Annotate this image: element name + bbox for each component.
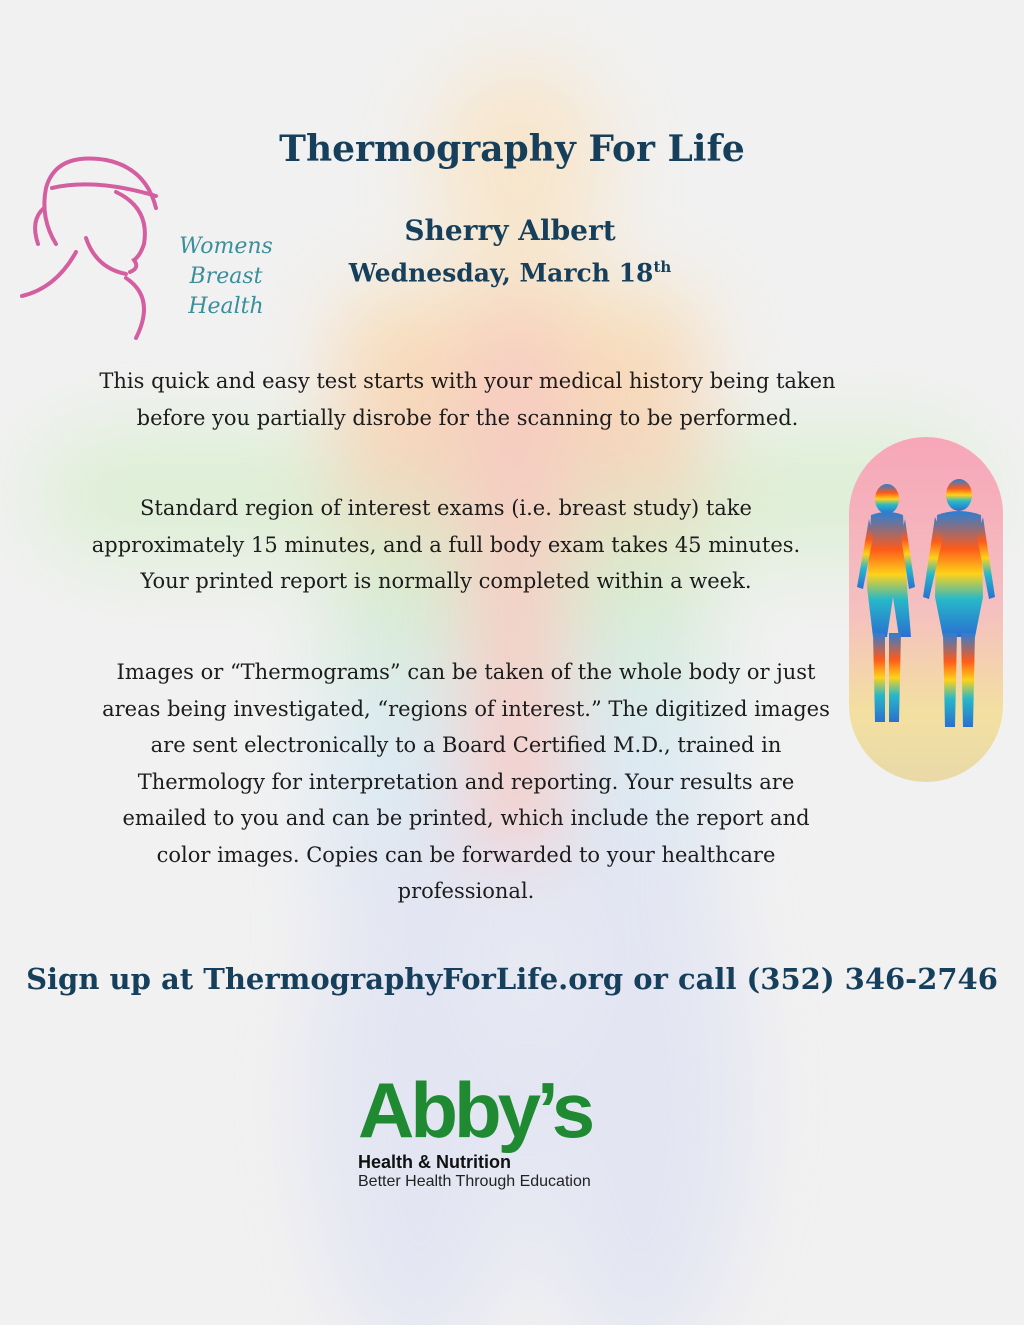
abbys-logo-wordmark: Abby’s (358, 1066, 592, 1154)
speaker-name: Sherry Albert (404, 214, 616, 247)
event-date-suffix: th (653, 258, 672, 276)
womens-breast-health-wordmark (170, 232, 282, 322)
event-date (290, 258, 730, 287)
paragraph-thermograms: Images or “Thermograms” can be taken of the whole body or just areas being investigated, “regions of interest.” The digitized images are sent electronically to a Board Certified M.D., trained in Thermology for interpretation and reporting. Your results are emailed to you and can be printed, which include the report and color images. Copies can be forwarded to your healthcare professional. (102, 660, 830, 903)
thermogram-image (849, 437, 1003, 782)
paragraph-exam-duration: Standard region of interest exams (i.e. breast study) take approximately 15 minutes, and a full body exam takes 45 minutes. Your printed report is normally completed within a week. (91, 496, 801, 593)
abbys-tagline-primary: Health & Nutrition (358, 1152, 511, 1172)
abbys-tagline-secondary: Better Health Through Education (358, 1173, 591, 1190)
wbh-line-1: Womens (179, 234, 273, 259)
page-title: Thermography For Life (279, 128, 745, 170)
event-date-text: Wednesday, March 18 (348, 258, 654, 288)
signup-call-to-action: Sign up at ThermographyForLife.org or call (352) 346-2746 (26, 962, 998, 996)
paragraph-intro: This quick and easy test starts with your medical history being taken before you partially disrobe for the scanning to be performed. (99, 369, 836, 430)
wbh-line-3: Health (188, 294, 264, 319)
wbh-line-2: Breast (189, 264, 263, 289)
